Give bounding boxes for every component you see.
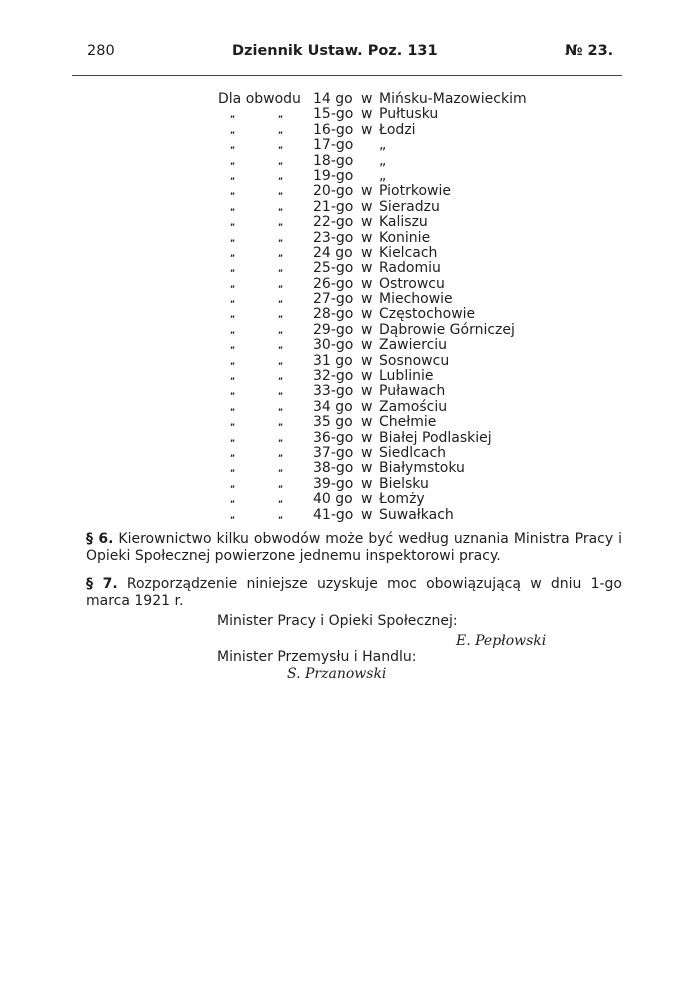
district-number: 15-go	[313, 106, 354, 123]
ditto-mark: „	[278, 433, 284, 443]
ditto-mark: „	[278, 125, 284, 135]
ditto-mark: „	[278, 218, 284, 228]
ditto-mark: „	[278, 341, 284, 351]
district-number: 19-go	[313, 167, 354, 184]
paragraph-7-label: § 7.	[86, 576, 118, 592]
minister1-signature: E. Pepłowski	[456, 633, 547, 649]
ditto-mark: „	[278, 248, 284, 258]
district-preposition: w	[361, 383, 373, 400]
ditto-mark: „	[230, 264, 236, 274]
district-preposition: w	[361, 121, 373, 138]
district-row	[0, 200, 689, 215]
ditto-mark: „	[230, 387, 236, 397]
district-number: 14 go	[313, 91, 353, 107]
ditto-mark: „	[230, 279, 236, 289]
district-town: Białej Podlaskiej	[379, 429, 492, 446]
ditto-mark: „	[278, 372, 284, 382]
district-row	[0, 384, 689, 399]
district-row	[0, 92, 689, 107]
district-number: 24 go	[313, 244, 353, 261]
ditto-mark: „	[230, 510, 236, 520]
district-list	[0, 92, 689, 523]
ditto-mark: „	[230, 433, 236, 443]
district-number: 27-go	[313, 291, 354, 308]
district-number: 28-go	[313, 306, 354, 323]
district-preposition: w	[361, 475, 373, 492]
ditto-mark: „	[230, 187, 236, 197]
journal-title: Dziennik Ustaw. Poz. 131	[232, 43, 438, 59]
ditto-mark: „	[278, 495, 284, 505]
district-number: 35 go	[313, 414, 353, 431]
paragraph-6-label: § 6.	[86, 531, 114, 547]
district-number: 41-go	[313, 506, 354, 523]
minister2-signature: S. Przanowski	[287, 666, 387, 682]
district-town: Suwałkach	[379, 506, 454, 523]
minister2-title: Minister Przemysłu i Handlu:	[217, 649, 417, 665]
district-town: Ostrowcu	[379, 275, 445, 292]
district-preposition: w	[361, 506, 373, 523]
district-town: Zamościu	[379, 398, 448, 415]
district-town: Zawierciu	[379, 337, 448, 354]
district-number: 23-go	[313, 229, 354, 246]
district-number: 33-go	[313, 383, 354, 400]
minister1-title: Minister Pracy i Opieki Społecznej:	[217, 613, 458, 629]
district-preposition: w	[361, 368, 373, 385]
ditto-mark: „	[278, 264, 284, 274]
ditto-mark: „	[278, 279, 284, 289]
ditto-mark: „	[278, 464, 284, 474]
ditto-mark: „	[278, 510, 284, 520]
district-preposition: w	[361, 291, 373, 308]
ditto-mark: „	[278, 310, 284, 320]
ditto-mark: „	[230, 356, 236, 366]
ditto-mark: „	[278, 325, 284, 335]
district-number: 31 go	[313, 352, 353, 369]
ditto-mark: „	[278, 479, 284, 489]
district-town: Chełmie	[379, 414, 437, 431]
ditto-mark: „	[230, 141, 236, 151]
paragraph-7	[86, 576, 622, 610]
district-number: 37-go	[313, 444, 354, 461]
district-preposition: w	[361, 398, 373, 415]
district-row	[0, 154, 689, 169]
district-preposition: w	[361, 91, 373, 107]
district-town: Łomży	[379, 491, 425, 508]
ditto-mark: „	[379, 152, 387, 169]
district-number: 38-go	[313, 460, 354, 477]
district-town: Siedlcach	[379, 444, 447, 461]
district-town: Dąbrowie Górniczej	[379, 321, 515, 338]
issue-number: № 23.	[565, 43, 614, 59]
ditto-mark: „	[278, 402, 284, 412]
district-town: Puławach	[379, 383, 446, 400]
district-town: Bielsku	[379, 475, 429, 492]
ditto-mark: „	[230, 325, 236, 335]
ditto-mark: „	[278, 295, 284, 305]
district-preposition: w	[361, 306, 373, 323]
district-row	[0, 477, 689, 492]
district-number: 36-go	[313, 429, 354, 446]
ditto-mark: „	[230, 310, 236, 320]
ditto-mark: „	[230, 171, 236, 181]
ditto-mark: „	[278, 387, 284, 397]
district-number: 29-go	[313, 321, 354, 338]
district-row	[0, 415, 689, 430]
ditto-mark: „	[230, 110, 236, 120]
district-number: 39-go	[313, 475, 354, 492]
ditto-mark: „	[278, 418, 284, 428]
district-preposition: w	[361, 491, 373, 508]
district-row	[0, 323, 689, 338]
district-preposition: w	[361, 183, 373, 200]
ditto-mark: „	[230, 233, 236, 243]
district-row	[0, 184, 689, 199]
district-row	[0, 215, 689, 230]
district-preposition: w	[361, 260, 373, 277]
district-number: 26-go	[313, 275, 354, 292]
district-number: 30-go	[313, 337, 354, 354]
district-row	[0, 169, 689, 184]
ditto-mark: „	[278, 156, 284, 166]
district-number: 34 go	[313, 398, 353, 415]
district-row	[0, 231, 689, 246]
district-row	[0, 508, 689, 523]
district-preposition: w	[361, 106, 373, 123]
district-town: Sieradzu	[379, 198, 440, 215]
district-row	[0, 354, 689, 369]
ditto-mark: „	[278, 202, 284, 212]
district-row	[0, 492, 689, 507]
district-preposition: w	[361, 321, 373, 338]
ditto-mark: „	[278, 233, 284, 243]
ditto-mark: „	[278, 141, 284, 151]
ditto-mark: „	[230, 218, 236, 228]
district-town: Częstochowie	[379, 306, 476, 323]
district-number: 22-go	[313, 214, 354, 231]
district-row	[0, 246, 689, 261]
district-row	[0, 138, 689, 153]
paragraph-6	[86, 531, 622, 565]
district-preposition: w	[361, 414, 373, 431]
ditto-mark: „	[278, 110, 284, 120]
district-preposition: w	[361, 429, 373, 446]
district-preposition: w	[361, 244, 373, 261]
district-town: Pułtusku	[379, 106, 439, 123]
district-row	[0, 261, 689, 276]
district-town: Lublinie	[379, 368, 434, 385]
ditto-mark: „	[379, 167, 387, 184]
district-town: Mińsku-Mazowieckim	[379, 91, 527, 107]
district-town: Radomiu	[379, 260, 441, 277]
ditto-mark: „	[230, 372, 236, 382]
district-preposition: w	[361, 460, 373, 477]
district-town: Piotrkowie	[379, 183, 451, 200]
district-preposition: w	[361, 198, 373, 215]
header-rule	[72, 75, 622, 76]
district-number: 17-go	[313, 137, 354, 154]
ditto-mark: „	[230, 418, 236, 428]
district-town: Kaliszu	[379, 214, 428, 231]
district-row	[0, 338, 689, 353]
district-row	[0, 107, 689, 122]
ditto-mark: „	[278, 356, 284, 366]
district-preposition: w	[361, 214, 373, 231]
ditto-mark: „	[379, 137, 387, 154]
ditto-mark: „	[278, 448, 284, 458]
district-intro: Dla obwodu	[218, 91, 301, 107]
district-number: 18-go	[313, 152, 354, 169]
district-town: Miechowie	[379, 291, 453, 308]
district-row	[0, 400, 689, 415]
district-number: 20-go	[313, 183, 354, 200]
ditto-mark: „	[230, 202, 236, 212]
ditto-mark: „	[230, 464, 236, 474]
district-preposition: w	[361, 352, 373, 369]
district-town: Koninie	[379, 229, 431, 246]
district-town: Łodzi	[379, 121, 416, 138]
ditto-mark: „	[230, 448, 236, 458]
ditto-mark: „	[230, 495, 236, 505]
district-number: 25-go	[313, 260, 354, 277]
district-town: Białymstoku	[379, 460, 465, 477]
ditto-mark: „	[278, 171, 284, 181]
district-row	[0, 123, 689, 138]
district-number: 40 go	[313, 491, 353, 508]
district-row	[0, 277, 689, 292]
district-town: Sosnowcu	[379, 352, 450, 369]
district-row	[0, 431, 689, 446]
district-preposition: w	[361, 444, 373, 461]
district-number: 21-go	[313, 198, 354, 215]
ditto-mark: „	[230, 341, 236, 351]
district-preposition: w	[361, 229, 373, 246]
district-number: 16-go	[313, 121, 354, 138]
ditto-mark: „	[230, 295, 236, 305]
district-preposition: w	[361, 337, 373, 354]
paragraph-6-text: Kierownictwo kilku obwodów może być według uznania Ministra Pracy i Opieki Społecznej powierzone jednemu inspektorowi pracy.	[86, 531, 622, 564]
district-number: 32-go	[313, 368, 354, 385]
district-row	[0, 461, 689, 476]
ditto-mark: „	[230, 402, 236, 412]
district-row	[0, 369, 689, 384]
district-row	[0, 307, 689, 322]
page-number: 280	[87, 43, 115, 59]
ditto-mark: „	[230, 248, 236, 258]
district-row	[0, 446, 689, 461]
district-town: Kielcach	[379, 244, 438, 261]
ditto-mark: „	[230, 125, 236, 135]
ditto-mark: „	[278, 187, 284, 197]
ditto-mark: „	[230, 156, 236, 166]
paragraph-7-text: Rozporządzenie niniejsze uzyskuje moc obowiązującą w dniu 1-go marca 1921 r.	[86, 576, 622, 609]
ditto-mark: „	[230, 479, 236, 489]
district-preposition: w	[361, 275, 373, 292]
district-row	[0, 292, 689, 307]
